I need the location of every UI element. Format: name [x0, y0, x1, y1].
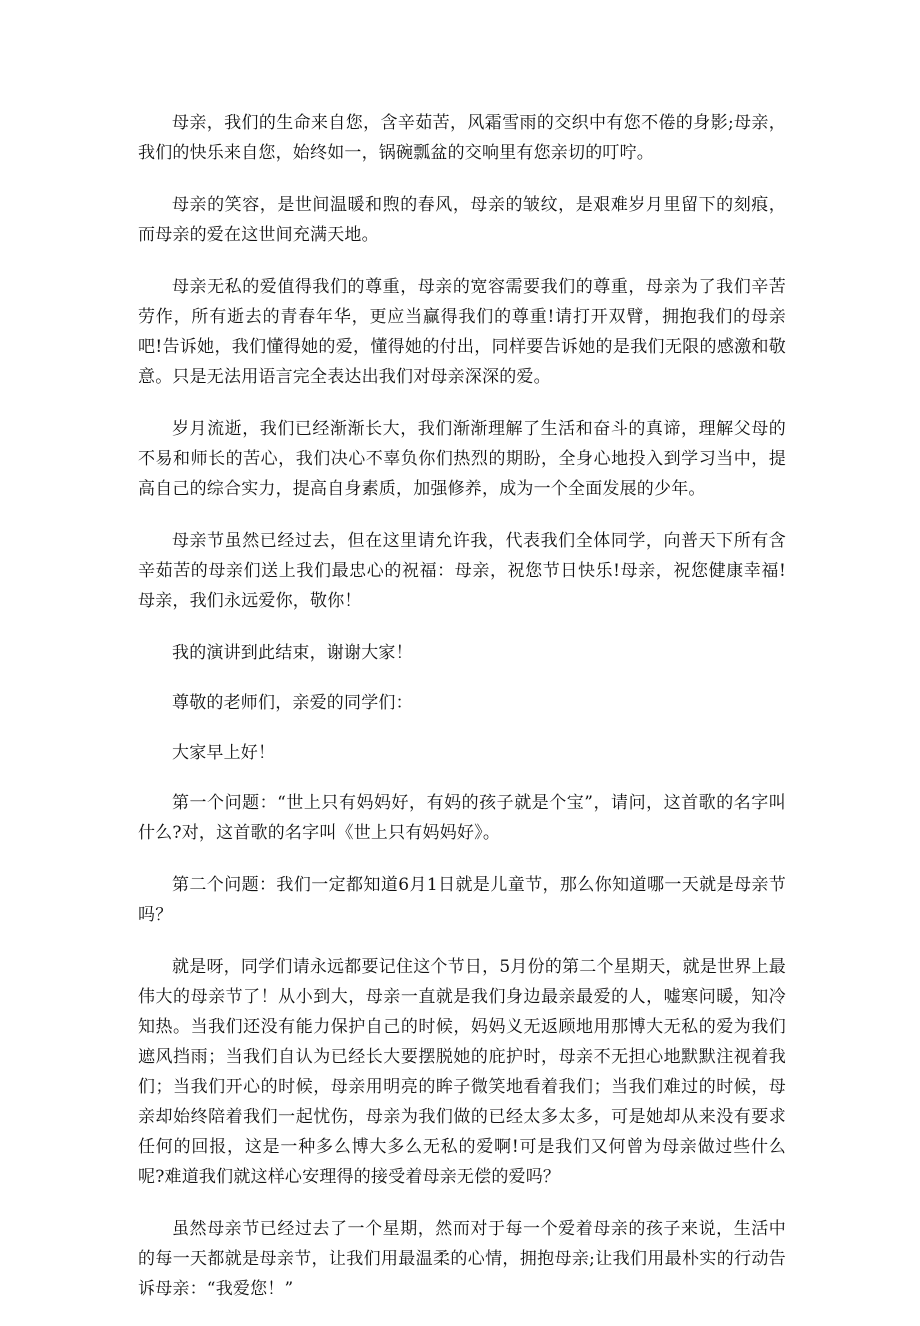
paragraph-3: 母亲无私的爱值得我们的尊重，母亲的宽容需要我们的尊重，母亲为了我们辛苦劳作，所有逝去的青春年华，更应当赢得我们的尊重!请打开双臂，拥抱我们的母亲吧!告诉她，我们懂得她的爱，懂得她的付出，同样要告诉她的是我们无限的感激和敬意。只是无法用语言完全表达出我们对母亲深深的爱。: [138, 277, 786, 387]
paragraph-12: 虽然母亲节已经过去了一个星期，然而对于每一个爱着母亲的孩子来说，生活中的每一天都就是母亲节，让我们用最温柔的心情，拥抱母亲;让我们用最朴实的行动告诉母亲：“我爱您！”: [138, 1219, 786, 1299]
paragraph-2: 母亲的笑容，是世间温暖和煦的春风，母亲的皱纹，是艰难岁月里留下的刻痕，而母亲的爱在这世间充满天地。: [138, 195, 786, 245]
paragraph-4: 岁月流逝，我们已经渐渐长大，我们渐渐理解了生活和奋斗的真谛，理解父母的不易和师长的苦心，我们决心不辜负你们热烈的期盼，全身心地投入到学习当中，提高自己的综合实力，提高自身素质，加强修养，成为一个全面发展的少年。: [138, 419, 786, 499]
paragraph-11: 就是呀，同学们请永远都要记住这个节日，5月份的第二个星期天，就是世界上最伟大的母亲节了！从小到大，母亲一直就是我们身边最亲最爱的人，嘘寒问暖，知冷知热。当我们还没有能力保护自己的时候，妈妈义无返顾地用那博大无私的爱为我们遮风挡雨；当我们自认为已经长大要摆脱她的庇护时，母亲不无担心地默默注视着我们；当我们开心的时候，母亲用明亮的眸子微笑地看着我们；当我们难过的时候，母亲却始终陪着我们一起忧伤，母亲为我们做的已经太多太多，可是她却从来没有要求任何的回报，这是一种多么博大多么无私的爱啊!可是我们又何曾为母亲做过些什么呢?难道我们就这样心安理得的接受着母亲无偿的爱吗？: [138, 957, 786, 1187]
document-body: [138, 108, 786, 1326]
paragraph-6: 我的演讲到此结束，谢谢大家！: [172, 643, 413, 663]
paragraph-9: 第一个问题：“世上只有妈妈好，有妈的孩子就是个宝”，请问，这首歌的名字叫什么?对，这首歌的名字叫《世上只有妈妈好》。: [138, 793, 786, 843]
paragraph-8: 大家早上好！: [172, 743, 276, 763]
paragraph-7: 尊敬的老师们，亲爱的同学们：: [172, 693, 413, 713]
paragraph-10: 第二个问题：我们一定都知道6月1日就是儿童节，那么你知道哪一天就是母亲节吗？: [138, 875, 786, 925]
paragraph-5: 母亲节虽然已经过去，但在这里请允许我，代表我们全体同学，向普天下所有含辛茹苦的母亲们送上我们最忠心的祝福：母亲，祝您节日快乐!母亲，祝您健康幸福!母亲，我们永远爱你，敬你！: [138, 531, 786, 611]
paragraph-1: 母亲，我们的生命来自您，含辛茹苦，风霜雪雨的交织中有您不倦的身影;母亲，我们的快乐来自您，始终如一，锅碗瓢盆的交响里有您亲切的叮咛。: [138, 113, 786, 163]
